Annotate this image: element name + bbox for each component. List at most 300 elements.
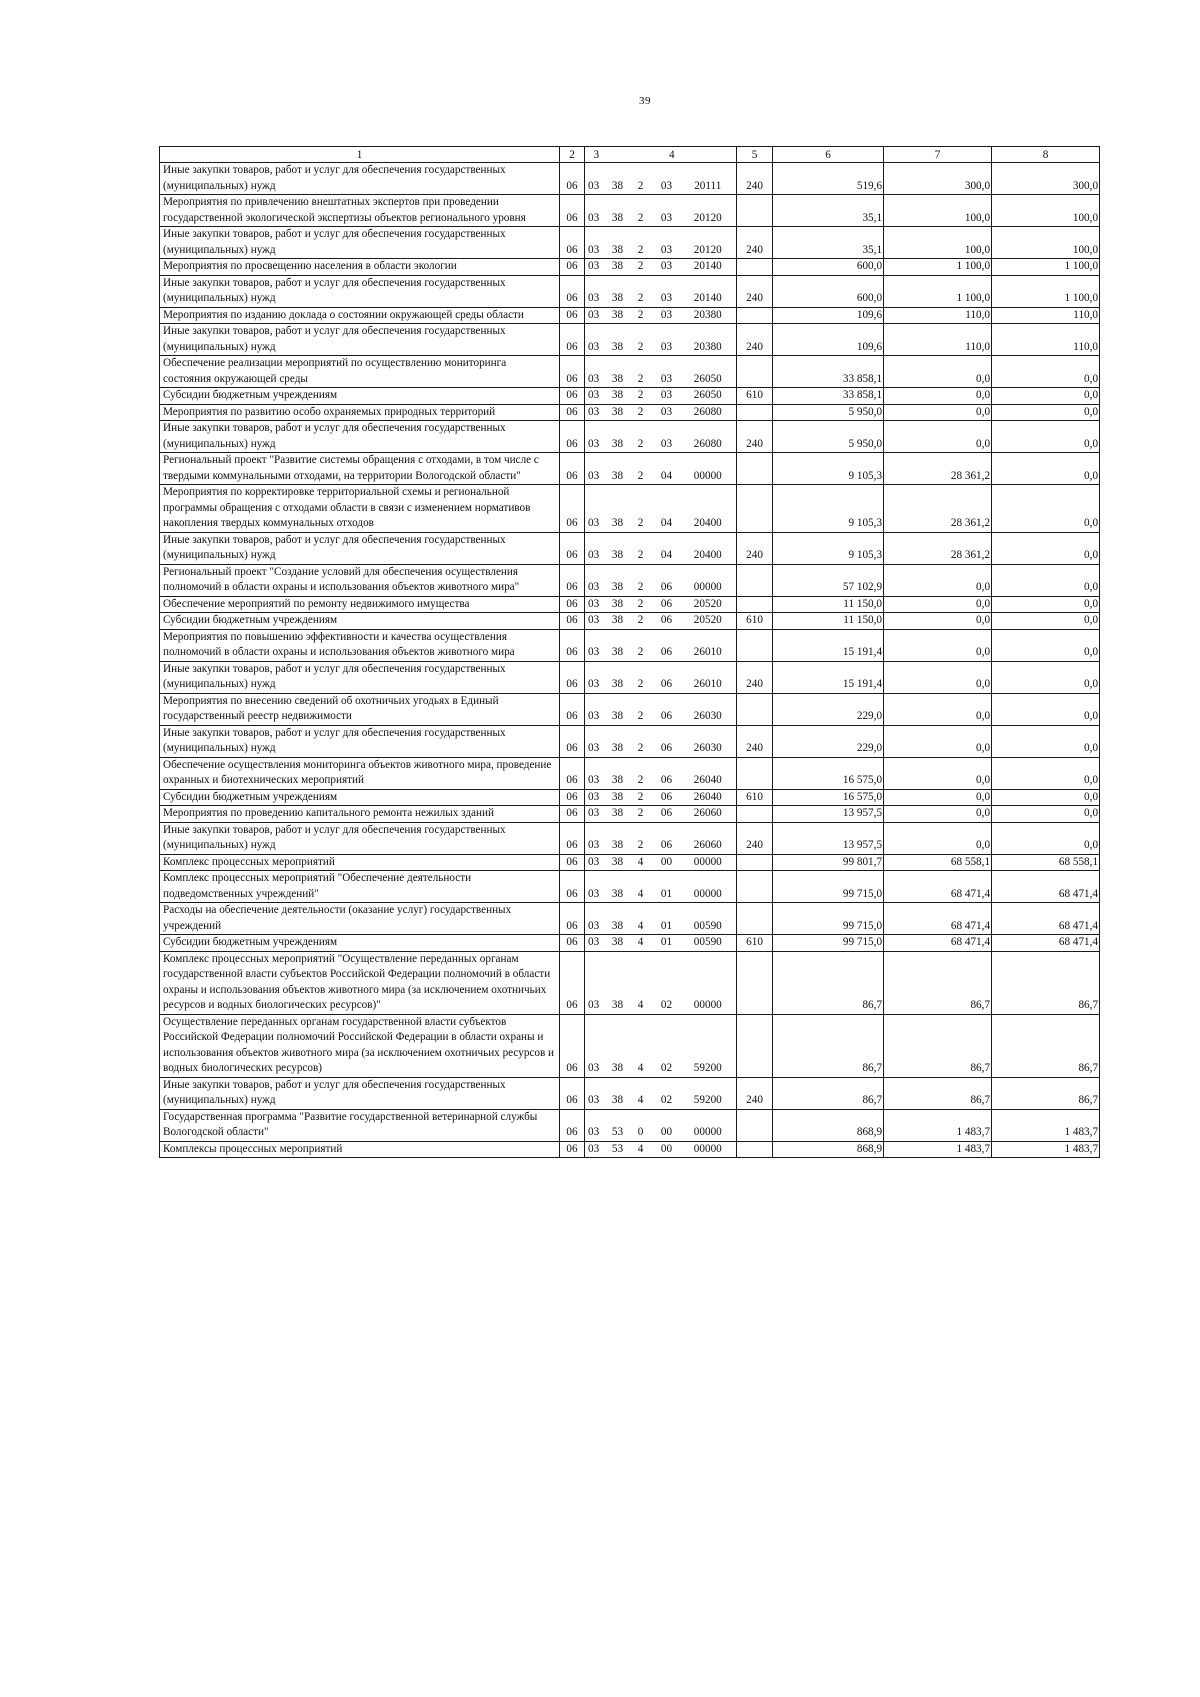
page-number: 39 [639, 95, 651, 107]
row-amount-6-cell: 86,7 [773, 951, 884, 1014]
row-direction-cell: 01 [654, 903, 680, 935]
row-expense-code-cell: 20120 [680, 227, 737, 259]
row-subprogram-cell: 2 [628, 227, 654, 259]
row-expense-code-cell: 59200 [680, 1077, 737, 1109]
row-amount-6-cell: 600,0 [773, 275, 884, 307]
row-expense-code-cell: 20140 [680, 259, 737, 276]
row-section-cell: 06 [560, 789, 585, 806]
row-section-cell: 06 [560, 629, 585, 661]
row-amount-8-cell: 0,0 [992, 356, 1100, 388]
row-name-cell: Мероприятия по корректировке территориальной схемы и региональной программы обращения с отходами области в связи с изменением нормативов накопления твердых коммунальных отходов [160, 485, 560, 533]
row-subsection-cell: 03 [585, 564, 608, 596]
row-subsection-cell: 03 [585, 485, 608, 533]
row-amount-8-cell: 86,7 [992, 1077, 1100, 1109]
header-col-4: 4 [608, 147, 737, 163]
row-subsection-cell: 03 [585, 613, 608, 630]
row-amount-6-cell: 35,1 [773, 227, 884, 259]
row-expense-code-cell: 26040 [680, 757, 737, 789]
row-subsection-cell: 03 [585, 324, 608, 356]
row-name-cell: Мероприятия по повышению эффективности и качества осуществления полномочий в области охраны и использования объектов животного мира [160, 629, 560, 661]
row-expense-code-cell: 00000 [680, 453, 737, 485]
row-expense-type-cell [737, 596, 773, 613]
row-expense-type-cell: 240 [737, 227, 773, 259]
row-subprogram-cell: 2 [628, 661, 654, 693]
row-subprogram-cell: 2 [628, 629, 654, 661]
row-amount-8-cell: 86,7 [992, 1014, 1100, 1077]
row-section-cell: 06 [560, 613, 585, 630]
row-amount-7-cell: 86,7 [884, 951, 992, 1014]
row-subsection-cell: 03 [585, 1014, 608, 1077]
row-amount-8-cell: 0,0 [992, 822, 1100, 854]
row-amount-8-cell: 1 483,7 [992, 1109, 1100, 1141]
row-subsection-cell: 03 [585, 1141, 608, 1158]
row-section-cell: 06 [560, 356, 585, 388]
row-amount-8-cell: 0,0 [992, 693, 1100, 725]
row-program-cell: 38 [608, 951, 628, 1014]
row-subsection-cell: 03 [585, 661, 608, 693]
row-section-cell: 06 [560, 564, 585, 596]
row-amount-8-cell: 68 471,4 [992, 871, 1100, 903]
row-subprogram-cell: 2 [628, 324, 654, 356]
row-subsection-cell: 03 [585, 307, 608, 324]
row-name-cell: Мероприятия по изданию доклада о состоянии окружающей среды области [160, 307, 560, 324]
row-amount-8-cell: 0,0 [992, 613, 1100, 630]
row-program-cell: 53 [608, 1141, 628, 1158]
row-direction-cell: 02 [654, 951, 680, 1014]
row-subprogram-cell: 2 [628, 564, 654, 596]
row-amount-7-cell: 68 471,4 [884, 935, 992, 952]
row-direction-cell: 03 [654, 227, 680, 259]
row-amount-8-cell: 68 471,4 [992, 903, 1100, 935]
row-name-cell: Мероприятия по просвещению населения в области экологии [160, 259, 560, 276]
row-direction-cell: 01 [654, 871, 680, 903]
row-amount-8-cell: 300,0 [992, 163, 1100, 195]
table-row [160, 1014, 1100, 1077]
row-program-cell: 38 [608, 532, 628, 564]
row-amount-8-cell: 1 100,0 [992, 259, 1100, 276]
row-amount-7-cell: 1 483,7 [884, 1141, 992, 1158]
row-program-cell: 38 [608, 806, 628, 823]
row-subsection-cell: 03 [585, 404, 608, 421]
row-name-cell: Иные закупки товаров, работ и услуг для обеспечения государственных (муниципальных) нужд [160, 725, 560, 757]
row-subprogram-cell: 2 [628, 596, 654, 613]
row-expense-code-cell: 26060 [680, 822, 737, 854]
row-amount-7-cell: 0,0 [884, 629, 992, 661]
row-name-cell: Иные закупки товаров, работ и услуг для обеспечения государственных (муниципальных) нужд [160, 661, 560, 693]
table-row [160, 613, 1100, 630]
row-name-cell: Иные закупки товаров, работ и услуг для обеспечения государственных (муниципальных) нужд [160, 822, 560, 854]
row-amount-6-cell: 868,9 [773, 1109, 884, 1141]
row-amount-7-cell: 28 361,2 [884, 532, 992, 564]
row-amount-7-cell: 0,0 [884, 757, 992, 789]
row-section-cell: 06 [560, 421, 585, 453]
row-expense-code-cell: 26030 [680, 693, 737, 725]
row-section-cell: 06 [560, 324, 585, 356]
row-program-cell: 38 [608, 613, 628, 630]
row-direction-cell: 03 [654, 307, 680, 324]
row-subsection-cell: 03 [585, 421, 608, 453]
row-program-cell: 38 [608, 227, 628, 259]
row-expense-type-cell [737, 951, 773, 1014]
row-direction-cell: 00 [654, 1141, 680, 1158]
row-subprogram-cell: 2 [628, 421, 654, 453]
row-section-cell: 06 [560, 596, 585, 613]
budget-table [159, 146, 1100, 1158]
row-direction-cell: 03 [654, 324, 680, 356]
row-amount-6-cell: 86,7 [773, 1077, 884, 1109]
row-section-cell: 06 [560, 532, 585, 564]
row-program-cell: 38 [608, 661, 628, 693]
row-direction-cell: 03 [654, 404, 680, 421]
row-subprogram-cell: 2 [628, 822, 654, 854]
row-subprogram-cell: 4 [628, 903, 654, 935]
row-expense-code-cell: 00000 [680, 871, 737, 903]
row-direction-cell: 06 [654, 806, 680, 823]
row-amount-7-cell: 0,0 [884, 356, 992, 388]
row-amount-7-cell: 0,0 [884, 404, 992, 421]
row-amount-6-cell: 9 105,3 [773, 532, 884, 564]
row-subsection-cell: 03 [585, 163, 608, 195]
row-direction-cell: 03 [654, 356, 680, 388]
row-section-cell: 06 [560, 951, 585, 1014]
header-col-2: 2 [560, 147, 585, 163]
row-amount-6-cell: 5 950,0 [773, 404, 884, 421]
row-subprogram-cell: 4 [628, 854, 654, 871]
row-section-cell: 06 [560, 1077, 585, 1109]
row-subprogram-cell: 2 [628, 307, 654, 324]
row-direction-cell: 06 [654, 693, 680, 725]
row-expense-type-cell: 610 [737, 388, 773, 405]
row-subsection-cell: 03 [585, 822, 608, 854]
table-row [160, 951, 1100, 1014]
row-expense-code-cell: 26060 [680, 806, 737, 823]
row-name-cell: Осуществление переданных органам государственной власти субъектов Российской Федерации полномочий Российской Федерации в области охраны и использования объектов животного мира (за исключением охотничьих ресурсов и водных биологических ресурсов) [160, 1014, 560, 1077]
row-name-cell: Региональный проект "Развитие системы обращения с отходами, в том числе с твердыми коммунальными отходами, на территории Вологодской области" [160, 453, 560, 485]
row-subprogram-cell: 2 [628, 613, 654, 630]
row-amount-6-cell: 15 191,4 [773, 629, 884, 661]
row-subsection-cell: 03 [585, 789, 608, 806]
row-program-cell: 38 [608, 453, 628, 485]
row-direction-cell: 03 [654, 259, 680, 276]
row-amount-7-cell: 1 100,0 [884, 275, 992, 307]
row-name-cell: Государственная программа "Развитие государственной ветеринарной службы Вологодской области" [160, 1109, 560, 1141]
row-amount-7-cell: 110,0 [884, 307, 992, 324]
row-amount-7-cell: 1 483,7 [884, 1109, 992, 1141]
row-section-cell: 06 [560, 1109, 585, 1141]
row-section-cell: 06 [560, 822, 585, 854]
row-expense-type-cell [737, 485, 773, 533]
row-name-cell: Субсидии бюджетным учреждениям [160, 388, 560, 405]
row-direction-cell: 00 [654, 1109, 680, 1141]
row-program-cell: 38 [608, 871, 628, 903]
row-amount-7-cell: 28 361,2 [884, 453, 992, 485]
row-subprogram-cell: 2 [628, 789, 654, 806]
row-amount-7-cell: 0,0 [884, 822, 992, 854]
row-amount-6-cell: 13 957,5 [773, 822, 884, 854]
row-amount-6-cell: 11 150,0 [773, 596, 884, 613]
row-name-cell: Иные закупки товаров, работ и услуг для обеспечения государственных (муниципальных) нужд [160, 532, 560, 564]
row-subsection-cell: 03 [585, 453, 608, 485]
row-expense-code-cell: 20111 [680, 163, 737, 195]
row-amount-7-cell: 110,0 [884, 324, 992, 356]
row-subsection-cell: 03 [585, 903, 608, 935]
header-col-5: 5 [737, 147, 773, 163]
row-subprogram-cell: 2 [628, 259, 654, 276]
row-section-cell: 06 [560, 1014, 585, 1077]
row-expense-code-cell: 20140 [680, 275, 737, 307]
row-name-cell: Субсидии бюджетным учреждениям [160, 613, 560, 630]
row-section-cell: 06 [560, 259, 585, 276]
row-amount-7-cell: 68 471,4 [884, 871, 992, 903]
row-expense-type-cell [737, 871, 773, 903]
row-amount-8-cell: 86,7 [992, 951, 1100, 1014]
row-amount-6-cell: 519,6 [773, 163, 884, 195]
row-section-cell: 06 [560, 163, 585, 195]
row-expense-type-cell [737, 1141, 773, 1158]
row-amount-6-cell: 33 858,1 [773, 356, 884, 388]
row-program-cell: 38 [608, 275, 628, 307]
row-section-cell: 06 [560, 854, 585, 871]
row-name-cell: Мероприятия по привлечению внештатных экспертов при проведении государственной экологической экспертизы объектов регионального уровня [160, 195, 560, 227]
row-subsection-cell: 03 [585, 693, 608, 725]
row-amount-8-cell: 68 471,4 [992, 935, 1100, 952]
row-expense-type-cell [737, 404, 773, 421]
header-col-7: 7 [884, 147, 992, 163]
row-subsection-cell: 03 [585, 227, 608, 259]
row-subprogram-cell: 4 [628, 935, 654, 952]
row-program-cell: 38 [608, 725, 628, 757]
row-amount-8-cell: 0,0 [992, 596, 1100, 613]
row-amount-6-cell: 9 105,3 [773, 485, 884, 533]
table-row [160, 1141, 1100, 1158]
row-amount-7-cell: 1 100,0 [884, 259, 992, 276]
table-row [160, 871, 1100, 903]
row-amount-7-cell: 100,0 [884, 195, 992, 227]
row-section-cell: 06 [560, 806, 585, 823]
row-subprogram-cell: 4 [628, 1141, 654, 1158]
row-subsection-cell: 03 [585, 935, 608, 952]
row-amount-6-cell: 86,7 [773, 1014, 884, 1077]
row-subsection-cell: 03 [585, 356, 608, 388]
row-subsection-cell: 03 [585, 259, 608, 276]
row-direction-cell: 01 [654, 935, 680, 952]
row-subprogram-cell: 2 [628, 356, 654, 388]
row-expense-code-cell: 20400 [680, 532, 737, 564]
row-subprogram-cell: 4 [628, 1014, 654, 1077]
row-amount-7-cell: 28 361,2 [884, 485, 992, 533]
row-amount-7-cell: 86,7 [884, 1077, 992, 1109]
row-expense-code-cell: 00000 [680, 564, 737, 596]
row-amount-6-cell: 229,0 [773, 693, 884, 725]
row-amount-8-cell: 110,0 [992, 324, 1100, 356]
row-section-cell: 06 [560, 725, 585, 757]
row-direction-cell: 04 [654, 532, 680, 564]
row-expense-type-cell [737, 903, 773, 935]
row-section-cell: 06 [560, 1141, 585, 1158]
row-name-cell: Субсидии бюджетным учреждениям [160, 935, 560, 952]
row-amount-7-cell: 0,0 [884, 388, 992, 405]
row-direction-cell: 06 [654, 613, 680, 630]
row-section-cell: 06 [560, 453, 585, 485]
row-section-cell: 06 [560, 693, 585, 725]
row-subsection-cell: 03 [585, 854, 608, 871]
row-expense-code-cell: 20520 [680, 613, 737, 630]
row-expense-type-cell: 240 [737, 661, 773, 693]
row-direction-cell: 06 [654, 822, 680, 854]
row-expense-code-cell: 59200 [680, 1014, 737, 1077]
table-row [160, 259, 1100, 276]
row-direction-cell: 03 [654, 195, 680, 227]
row-subprogram-cell: 4 [628, 951, 654, 1014]
row-name-cell: Региональный проект "Создание условий для обеспечения осуществления полномочий в области охраны и использования объектов животного мира" [160, 564, 560, 596]
row-direction-cell: 06 [654, 629, 680, 661]
row-name-cell: Обеспечение реализации мероприятий по осуществлению мониторинга состояния окружающей среды [160, 356, 560, 388]
row-program-cell: 38 [608, 789, 628, 806]
row-amount-7-cell: 86,7 [884, 1014, 992, 1077]
row-amount-8-cell: 0,0 [992, 404, 1100, 421]
table-row [160, 356, 1100, 388]
row-expense-code-cell: 26050 [680, 388, 737, 405]
header-col-3: 3 [585, 147, 608, 163]
row-section-cell: 06 [560, 935, 585, 952]
row-amount-7-cell: 0,0 [884, 789, 992, 806]
row-amount-8-cell: 0,0 [992, 485, 1100, 533]
row-name-cell: Иные закупки товаров, работ и услуг для обеспечения государственных (муниципальных) нужд [160, 324, 560, 356]
row-amount-8-cell: 0,0 [992, 661, 1100, 693]
table-row [160, 903, 1100, 935]
table-row [160, 1077, 1100, 1109]
row-section-cell: 06 [560, 871, 585, 903]
row-expense-type-cell [737, 259, 773, 276]
row-amount-8-cell: 0,0 [992, 453, 1100, 485]
row-expense-type-cell: 240 [737, 532, 773, 564]
row-amount-6-cell: 229,0 [773, 725, 884, 757]
row-amount-8-cell: 68 558,1 [992, 854, 1100, 871]
row-name-cell: Обеспечение мероприятий по ремонту недвижимого имущества [160, 596, 560, 613]
table-row [160, 806, 1100, 823]
row-program-cell: 38 [608, 388, 628, 405]
row-amount-6-cell: 868,9 [773, 1141, 884, 1158]
row-subprogram-cell: 2 [628, 388, 654, 405]
row-amount-8-cell: 1 483,7 [992, 1141, 1100, 1158]
row-program-cell: 38 [608, 693, 628, 725]
row-direction-cell: 02 [654, 1077, 680, 1109]
row-amount-7-cell: 300,0 [884, 163, 992, 195]
table-row [160, 822, 1100, 854]
row-direction-cell: 06 [654, 725, 680, 757]
header-col-1: 1 [160, 147, 560, 163]
row-expense-type-cell [737, 629, 773, 661]
row-expense-code-cell: 00000 [680, 1109, 737, 1141]
row-amount-7-cell: 100,0 [884, 227, 992, 259]
table-row [160, 195, 1100, 227]
row-amount-7-cell: 68 558,1 [884, 854, 992, 871]
row-name-cell: Иные закупки товаров, работ и услуг для обеспечения государственных (муниципальных) нужд [160, 163, 560, 195]
row-amount-6-cell: 600,0 [773, 259, 884, 276]
row-program-cell: 38 [608, 757, 628, 789]
row-expense-code-cell: 00000 [680, 1141, 737, 1158]
row-expense-type-cell: 240 [737, 421, 773, 453]
row-expense-code-cell: 20120 [680, 195, 737, 227]
row-amount-8-cell: 0,0 [992, 789, 1100, 806]
row-name-cell: Иные закупки товаров, работ и услуг для обеспечения государственных (муниципальных) нужд [160, 227, 560, 259]
row-program-cell: 38 [608, 404, 628, 421]
row-section-cell: 06 [560, 388, 585, 405]
row-expense-type-cell: 240 [737, 822, 773, 854]
table-row [160, 935, 1100, 952]
row-expense-code-cell: 00000 [680, 854, 737, 871]
row-expense-code-cell: 20380 [680, 307, 737, 324]
row-expense-code-cell: 00000 [680, 951, 737, 1014]
row-name-cell: Иные закупки товаров, работ и услуг для обеспечения государственных (муниципальных) нужд [160, 275, 560, 307]
row-section-cell: 06 [560, 757, 585, 789]
row-direction-cell: 06 [654, 661, 680, 693]
row-program-cell: 38 [608, 485, 628, 533]
budget-table-container [159, 146, 1099, 1158]
row-expense-type-cell [737, 693, 773, 725]
row-expense-type-cell: 240 [737, 1077, 773, 1109]
row-direction-cell: 04 [654, 453, 680, 485]
row-program-cell: 38 [608, 421, 628, 453]
table-row [160, 307, 1100, 324]
row-amount-6-cell: 99 801,7 [773, 854, 884, 871]
row-amount-6-cell: 109,6 [773, 307, 884, 324]
row-expense-type-cell: 610 [737, 789, 773, 806]
row-expense-type-cell: 610 [737, 935, 773, 952]
row-amount-6-cell: 99 715,0 [773, 935, 884, 952]
row-amount-8-cell: 0,0 [992, 725, 1100, 757]
row-subprogram-cell: 2 [628, 163, 654, 195]
row-amount-6-cell: 35,1 [773, 195, 884, 227]
row-section-cell: 06 [560, 485, 585, 533]
row-expense-type-cell [737, 1014, 773, 1077]
row-amount-6-cell: 109,6 [773, 324, 884, 356]
row-expense-type-cell: 240 [737, 163, 773, 195]
row-program-cell: 38 [608, 1077, 628, 1109]
row-expense-code-cell: 20400 [680, 485, 737, 533]
row-subsection-cell: 03 [585, 806, 608, 823]
table-row [160, 757, 1100, 789]
row-amount-6-cell: 11 150,0 [773, 613, 884, 630]
row-direction-cell: 03 [654, 275, 680, 307]
table-row [160, 596, 1100, 613]
row-amount-7-cell: 68 471,4 [884, 903, 992, 935]
row-name-cell: Иные закупки товаров, работ и услуг для обеспечения государственных (муниципальных) нужд [160, 1077, 560, 1109]
row-direction-cell: 06 [654, 596, 680, 613]
row-name-cell: Иные закупки товаров, работ и услуг для обеспечения государственных (муниципальных) нужд [160, 421, 560, 453]
row-amount-7-cell: 0,0 [884, 693, 992, 725]
row-expense-type-cell [737, 356, 773, 388]
row-expense-type-cell [737, 453, 773, 485]
row-program-cell: 38 [608, 163, 628, 195]
table-row [160, 388, 1100, 405]
row-subprogram-cell: 2 [628, 485, 654, 533]
row-direction-cell: 03 [654, 163, 680, 195]
row-subsection-cell: 03 [585, 871, 608, 903]
row-direction-cell: 06 [654, 789, 680, 806]
row-expense-type-cell [737, 806, 773, 823]
row-subprogram-cell: 2 [628, 453, 654, 485]
row-amount-7-cell: 0,0 [884, 661, 992, 693]
table-row [160, 854, 1100, 871]
table-row [160, 404, 1100, 421]
row-subsection-cell: 03 [585, 629, 608, 661]
row-name-cell: Комплекс процессных мероприятий "Обеспечение деятельности подведомственных учреждений" [160, 871, 560, 903]
table-row [160, 1109, 1100, 1141]
row-subprogram-cell: 2 [628, 275, 654, 307]
row-program-cell: 38 [608, 903, 628, 935]
row-subprogram-cell: 4 [628, 1077, 654, 1109]
